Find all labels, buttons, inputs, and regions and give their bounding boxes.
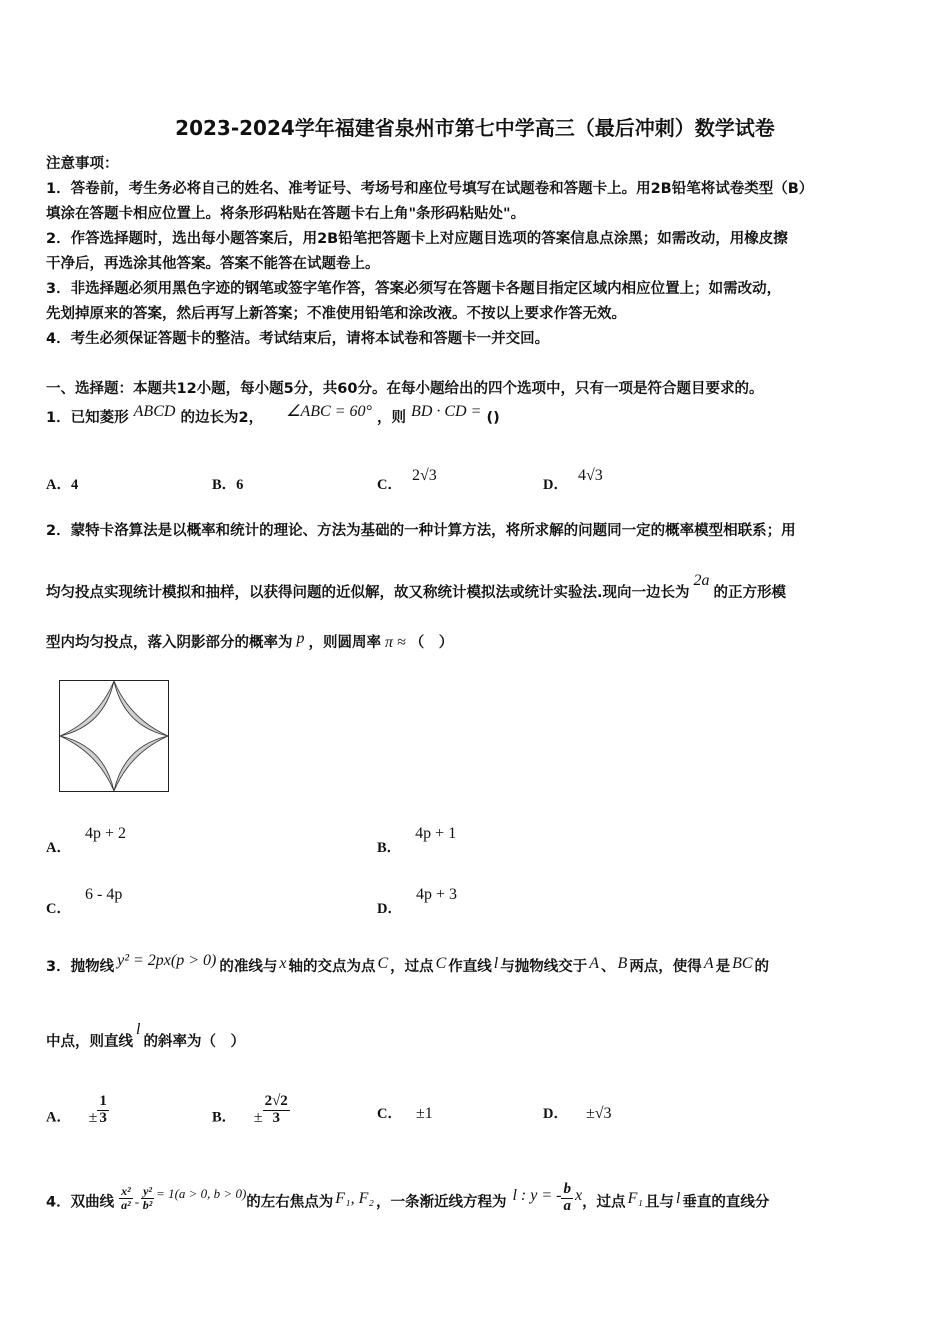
q1-option-d[interactable]: D．4√3 [543,467,603,493]
q1-option-a[interactable]: A．4 [46,477,79,493]
question-2-line: 均匀投点实现统计模拟和抽样，以获得问题的近似解，故又称统计模拟法或统计实验法.现向一边长为2a的正方形模 [46,572,787,601]
question-1 [46,403,500,427]
question-2-line: 型内均匀投点，落入阴影部分的概率为 p ，则圆周率 π ≈ （ ） [46,630,454,651]
section-heading: 一、选择题：本题共12小题，每小题5分，共60分。在每小题给出的四个选项中，只有一项是符合题目要求的。 [46,381,764,397]
notice-line: 3．非选择题必须用黑色字迹的钢笔或签字笔作答，答案必须写在答题卡各题目指定区域内相应位置上；如需改动， [46,281,782,297]
notice-line: 干净后，再选涂其他答案。答案不能答在试题卷上。 [46,256,380,272]
q1-text: ，则 [376,410,406,426]
page-title: 2023-2024学年福建省泉州市第七中学高三（最后冲刺）数学试卷 [175,116,775,140]
question-2-line: 2．蒙特卡洛算法是以概率和统计的理论、方法为基础的一种计算方法，将所求解的问题同一定的概率模型相联系；用 [46,523,796,539]
q3-option-b[interactable]: B． ± $\frac{2√2}{3}$ [212,1093,288,1126]
q1-option-c[interactable]: C．2√3 [377,467,437,493]
q2-math: 2a [693,572,710,589]
shaded-square-figure [59,680,169,792]
q2-option-c[interactable]: C．6 - 4p [46,886,123,917]
notice-line: 1．答卷前，考生务必将自己的姓名、准考证号、考场号和座位号填写在试题卷和答题卡上。用2B铅笔将试卷类型（B） [46,181,814,197]
q1-text: () [486,410,500,426]
q1-option-b[interactable]: B．6 [212,477,244,493]
notice-line: 先划掉原来的答案，然后再写上新答案；不准使用铅笔和涂改液。不按以上要求作答无效。 [46,306,626,322]
q1-math: ∠ABC = 60° [286,403,372,420]
q1-text: 的边长为2， [180,410,264,426]
q3-option-a[interactable]: A． ± $\frac{1}{3}$ [46,1093,107,1126]
notice-line: 2．作答选择题时，选出每小题答案后，用2B铅笔把答题卡上对应题目选项的答案信息点涂黑；如需改动，用橡皮擦 [46,231,788,247]
q2-option-a[interactable]: A．4p + 2 [46,825,127,856]
notice-line: 4．考生必须保证答题卡的整洁。考试结束后，请将本试卷和答题卡一并交回。 [46,331,550,347]
notice-heading: 注意事项： [46,156,119,172]
q2-math: p [296,630,305,647]
question-3-line: 3．抛物线 y² = 2px(p > 0) 的准线与 x 轴的交点为点 C ，过点 C 作直线 l 与抛物线交于 A 、 B 两点，使得 A 是 BC 的 [46,952,770,975]
q3-math: y² = 2px(p > 0) [117,952,217,969]
question-4-line: 4．双曲线 $\frac{\text{x²}}{\text{a²}}$ - $\frac{\text{y²}}{\text{b²}}$ = 1(a > 0, b > 0)的左右焦点为 F₁, F₂ ，一条渐近线方程为 l : y = - $\frac{b}{a}$ x，过点 F₁ 且与 l 垂直的直线分 [46,1181,770,1214]
notice-line: 填涂在答题卡相应位置上。将条形码粘贴在答题卡右上角"条形码粘贴处"。 [46,206,526,222]
q2-math: π ≈ [385,634,406,651]
q2-option-b[interactable]: B．4p + 1 [377,825,457,856]
q1-text: 1．已知菱形 [46,410,129,426]
question-3-line: 中点，则直线l的斜率为（ ） [46,1021,245,1050]
q2-option-d[interactable]: D．4p + 3 [377,886,458,917]
q3-option-c[interactable]: C． ±1 [377,1105,433,1122]
q1-math: ABCD [133,403,176,420]
q3-option-d[interactable]: D． ±√3 [543,1105,612,1122]
q1-math: BD · CD = [411,403,482,420]
